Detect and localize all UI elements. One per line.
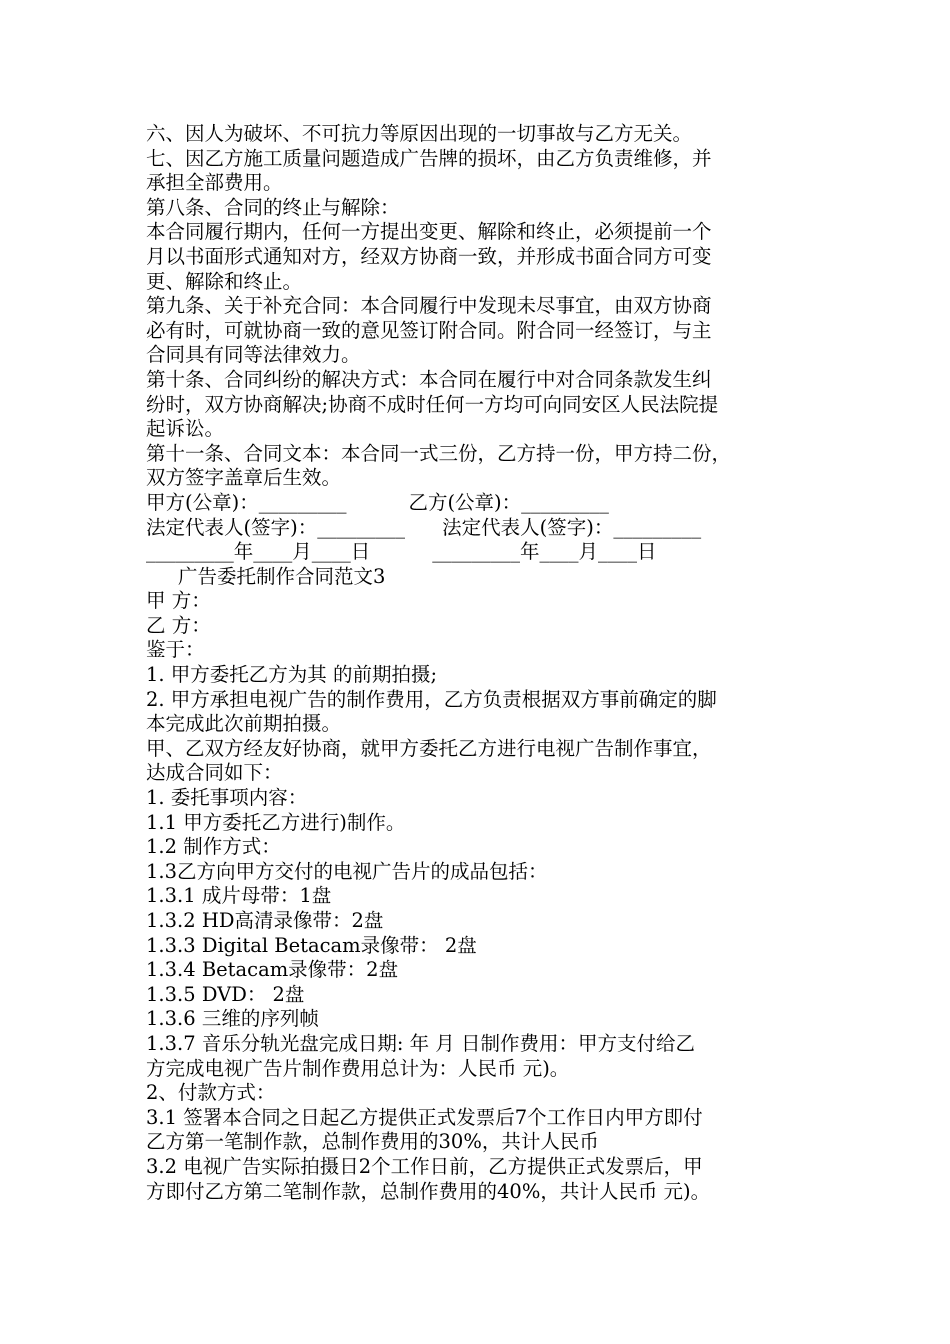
text-line: 3.2 电视广告实际拍摄日2个工作日前，乙方提供正式发票后，甲 xyxy=(146,1154,703,1178)
text-line: 3.1 签署本合同之日起乙方提供正式发票后7个工作日内甲方即付 xyxy=(146,1105,703,1129)
text-line: 起诉讼。 xyxy=(146,417,225,441)
document-title: 广告委托制作合同范文3 xyxy=(178,564,386,588)
signature-line-representative: 法定代表人(签字)：_________ 法定代表人(签字)：_________ xyxy=(146,515,702,539)
text-line: 1.2 制作方式： xyxy=(146,835,281,859)
list-item: 1.3.5 DVD： 2盘 xyxy=(146,982,305,1006)
text-line: 达成合同如下： xyxy=(146,761,283,785)
list-item: 1.3.4 Betacam录像带：2盘 xyxy=(146,958,399,982)
text-line: 本完成此次前期拍摄。 xyxy=(146,712,342,736)
text-line: 1.3乙方向甲方交付的电视广告片的成品包括： xyxy=(146,859,548,883)
list-item: 1.3.1 成片母带：1盘 xyxy=(146,884,332,908)
list-item: 1.3.7 音乐分轨光盘完成日期: 年 月 日制作费用：甲方支付给乙 xyxy=(146,1031,695,1055)
text-line: 方即付乙方第二笔制作款，总制作费用的40%，共计人民币 元)。 xyxy=(146,1179,711,1203)
text-line: 月以书面形式通知对方，经双方协商一致，并形成书面合同方可变 xyxy=(146,244,712,268)
document-page xyxy=(146,122,814,1204)
text-line: 纷时，双方协商解决;协商不成时任何一方均可向同安区人民法院提 xyxy=(146,392,719,416)
text-line: 甲、乙双方经友好协商，就甲方委托乙方进行电视广告制作事宜， xyxy=(146,736,712,760)
text-line: 本合同履行期内，任何一方提出变更、解除和终止，必须提前一个 xyxy=(146,220,712,244)
text-line: 鉴于： xyxy=(146,638,205,662)
text-line: 更、解除和终止。 xyxy=(146,269,303,293)
text-line: 方完成电视广告片制作费用总计为：人民币 元)。 xyxy=(146,1056,570,1080)
signature-line-seal: 甲方(公章)：_________ 乙方(公章)：_________ xyxy=(146,490,609,514)
party-b-label: 乙 方： xyxy=(146,613,211,637)
text-line: 1. 委托事项内容： xyxy=(146,786,308,810)
section-heading: 第八条、合同的终止与解除： xyxy=(146,195,400,219)
list-item: 1.3.2 HD高清录像带：2盘 xyxy=(146,909,384,932)
text-line: 承担全部费用。 xyxy=(146,171,283,195)
party-a-label: 甲 方： xyxy=(146,589,211,613)
text-line: 第十条、合同纠纷的解决方式：本合同在履行中对合同条款发生纠 xyxy=(146,367,712,391)
text-line: 乙方第一笔制作款，总制作费用的30%，共计人民币 xyxy=(146,1130,599,1154)
text-line: 2. 甲方承担电视广告的制作费用，乙方负责根据双方事前确定的脚 xyxy=(146,687,717,711)
text-line: 六、因人为破坏、不可抗力等原因出现的一切事故与乙方无关。 xyxy=(146,122,693,145)
list-item: 1.3.6 三维的序列帧 xyxy=(146,1007,319,1031)
text-line: 必有时，可就协商一致的意见签订附合同。附合同一经签订，与主 xyxy=(146,318,712,342)
list-item: 1.3.3 Digital Betacam录像带： 2盘 xyxy=(146,933,477,957)
text-line: 1.1 甲方委托乙方进行)制作。 xyxy=(146,810,406,834)
text-line: 合同具有同等法律效力。 xyxy=(146,343,361,367)
text-line: 第九条、关于补充合同：本合同履行中发现未尽事宜，由双方协商 xyxy=(146,294,712,318)
signature-line-date: _________年____月____日 _________年____月____日 xyxy=(146,540,657,564)
text-line: 七、因乙方施工质量问题造成广告牌的损坏，由乙方负责维修，并 xyxy=(146,146,712,170)
text-line: 1. 甲方委托乙方为其 的前期拍摄; xyxy=(146,663,438,687)
text-line: 双方签字盖章后生效。 xyxy=(146,466,342,490)
text-line: 2、付款方式： xyxy=(146,1081,276,1105)
text-line: 第十一条、合同文本：本合同一式三份，乙方持一份，甲方持二份， xyxy=(146,441,732,465)
